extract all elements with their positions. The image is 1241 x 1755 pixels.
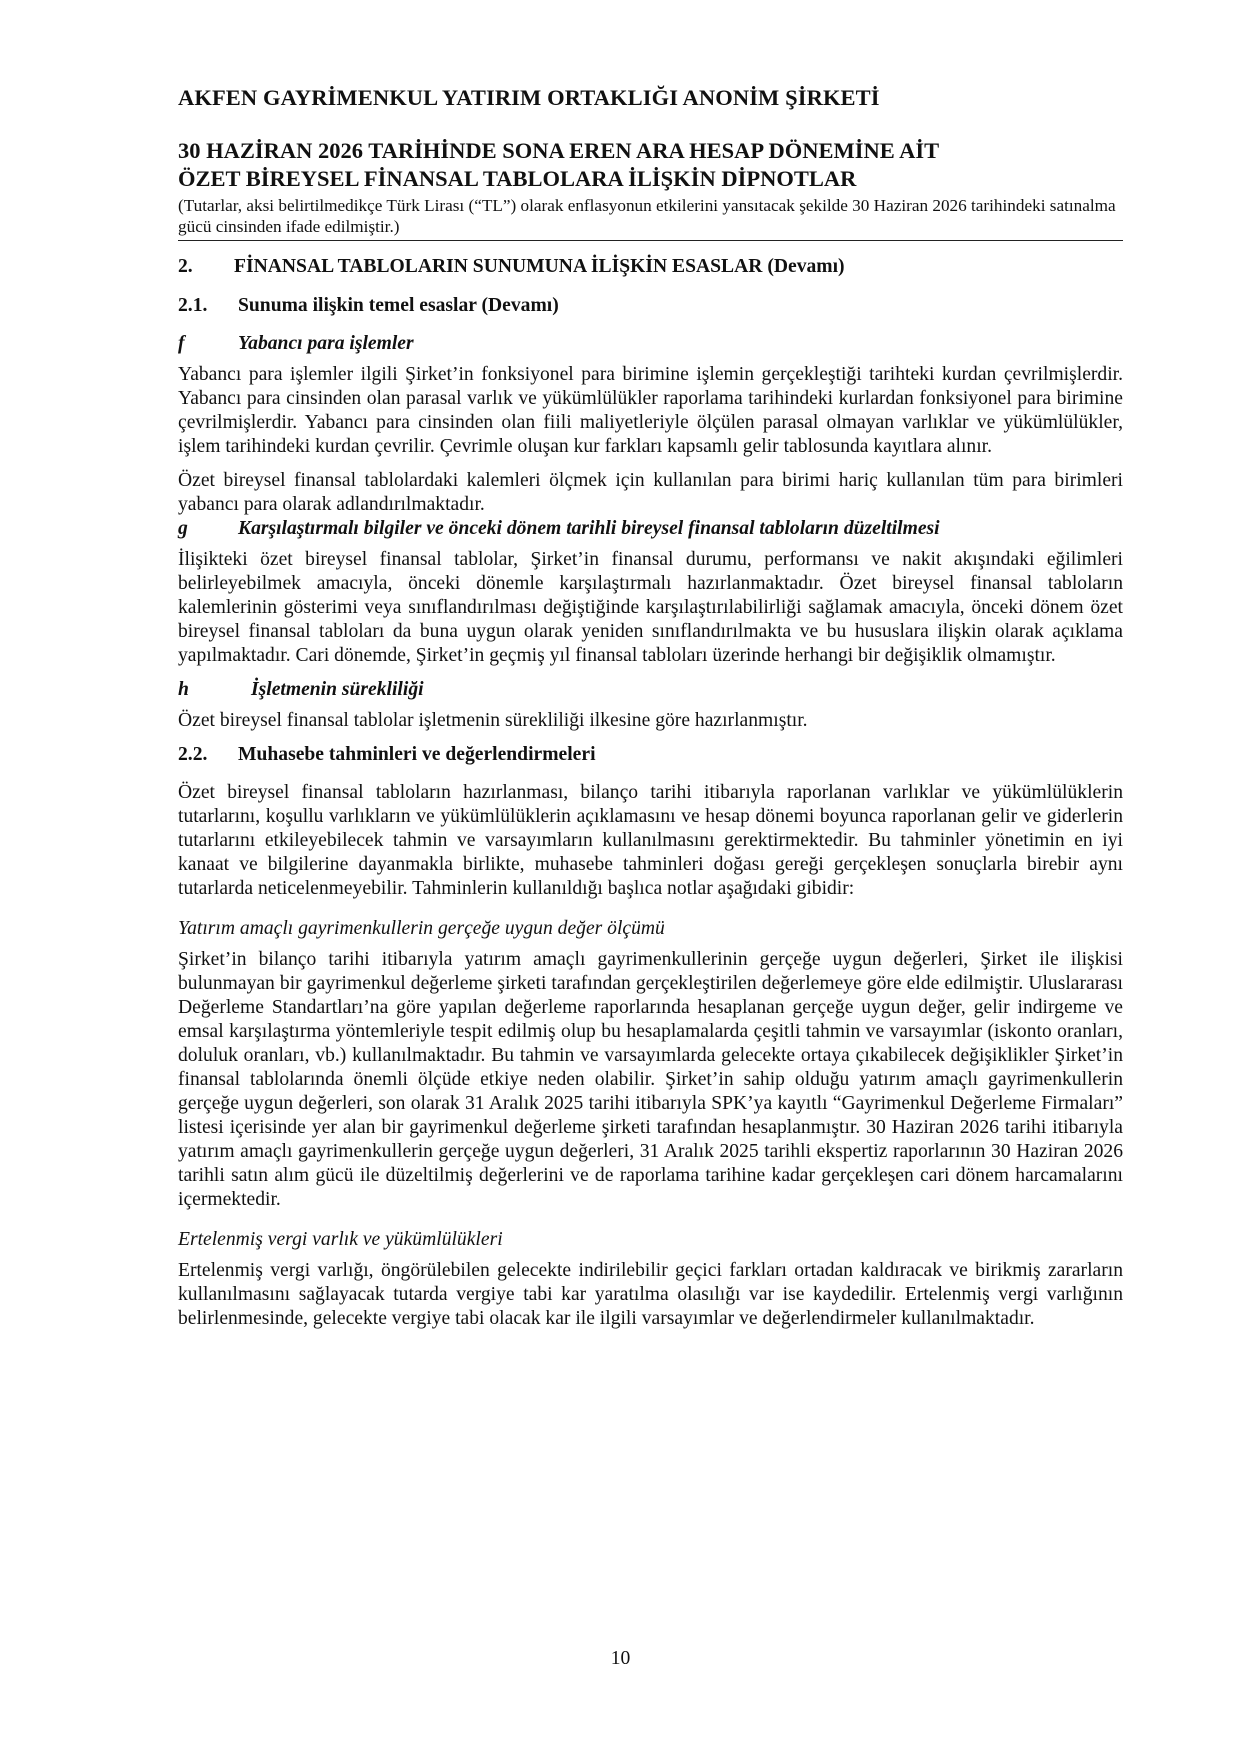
header-divider <box>178 240 1123 241</box>
topic-heading-investment-property: Yatırım amaçlı gayrimenkullerin gerçeğe uygun değer ölçümü <box>178 918 665 939</box>
paragraph: Ertelenmiş vergi varlığı, öngörülebilen gelecekte indirilebilir geçici farkları ortadan kaldıracak ve birikmiş zararların kullanılmasını sağlayacak tutarda vergiye tabi kar yaratılma olasılığı var ise kaydedilir. Ertelenmiş vergi varlığının belirlenmesinde, gelecekte vergiye tabi olacak kar ile ilgili varsayımlar ve değerlendirmeler kullanılmaktadır. <box>178 1260 1123 1329</box>
item-letter: f <box>178 333 185 354</box>
subsection-title: Sunuma ilişkin temel esaslar (Devamı) <box>238 295 559 316</box>
item-heading-f <box>178 332 1123 356</box>
section-number: 2. <box>178 256 193 277</box>
paragraph: Şirket’in bilanço tarihi itibarıyla yatırım amaçlı gayrimenkullerinin gerçeğe uygun değerleri, Şirket ile ilişkisi bulunmayan bir gayrimenkul değerleme şirketi tarafından gerçekleştirilen değerlemeye göre elde edilmiştir. Uluslararası Değerleme Standartları’na göre yapılan değerleme raporlarında hesaplanan gerçeğe uygun değer, gelir indirgeme ve emsal karşılaştırma yöntemleriyle tespit edilmiş olup bu hesaplamalarda çeşitli tahmin ve varsayımlar (iskonto oranları, doluluk oranları, vb.) kullanılmaktadır. Bu tahmin ve varsayımlarda gelecekte ortaya çıkabilecek değişiklikler Şirket’in finansal tablolarında önemli ölçüde etkiye neden olabilir. Şirket’in sahip olduğu yatırım amaçlı gayrimenkullerin gerçeğe uygun değerleri, son olarak 31 Aralık 2025 tarihi itibarıyla SPK’ya kayıtlı “Gayrimenkul Değerleme Firmaları” listesi içerisinde yer alan bir gayrimenkul değerleme şirketi tarafından hesaplanmıştır. 30 Haziran 2026 tarihi itibarıyla yatırım amaçlı gayrimenkullerin gerçeğe uygun değerleri, 31 Aralık 2025 tarihli ekspertiz raporlarının 30 Haziran 2026 tarihli satın alım gücü ile düzeltilmiş değerlerini ve de raporlama tarihine kadar gerçekleşen cari dönem harcamalarını içermektedir. <box>178 949 1123 1210</box>
subsection-heading-2-1 <box>178 294 1123 318</box>
page-number: 10 <box>610 1648 631 1669</box>
item-title: İşletmenin sürekliliği <box>251 679 424 700</box>
item-letter: h <box>178 679 189 700</box>
topic-heading-deferred-tax: Ertelenmiş vergi varlık ve yükümlülükleri <box>178 1229 503 1250</box>
currency-note: (Tutarlar, aksi belirtilmedikçe Türk Lirası (“TL”) olarak enflasyonun etkilerini yansıtacak şekilde 30 Haziran 2026 tarihindeki satınalma gücü cinsinden ifade edilmiştir.) <box>178 196 1116 236</box>
company-name: AKFEN GAYRİMENKUL YATIRIM ORTAKLIĞI ANONİM ŞİRKETİ <box>178 85 880 110</box>
item-heading-g <box>178 517 1123 541</box>
subsection-number: 2.2. <box>178 744 208 765</box>
subsection-number: 2.1. <box>178 295 208 316</box>
item-letter: g <box>178 518 188 539</box>
report-title-line-2: ÖZET BİREYSEL FİNANSAL TABLOLARA İLİŞKİN DİPNOTLAR <box>178 166 857 191</box>
paragraph: Yabancı para işlemler ilgili Şirket’in fonksiyonel para birimine işlemin gerçekleştiği tarihteki kurdan çevrilmişlerdir. Yabancı para cinsinden olan parasal varlık ve yükümlülükler raporlama tarihindeki kurlardan fonksiyonel para birimine çevrilmişlerdir. Yabancı para cinsinden olan fiili maliyetleriyle ölçülen parasal olmayan varlıklar ve yükümlülükler, işlem tarihindeki kurdan çevrilir. Çevrimle oluşan kur farkları kapsamlı gelir tablosunda kayıtlara alınır. <box>178 364 1123 457</box>
section-heading <box>178 255 1123 279</box>
item-title: Karşılaştırmalı bilgiler ve önceki dönem tarihli bireysel finansal tabloların düzeltilmesi <box>238 518 940 539</box>
section-title: FİNANSAL TABLOLARIN SUNUMUNA İLİŞKİN ESASLAR (Devamı) <box>234 256 845 277</box>
paragraph: Özet bireysel finansal tabloların hazırlanması, bilanço tarihi itibarıyla raporlanan varlıklar ve yükümlülüklerin tutarlarını, koşullu varlıkların ve yükümlülüklerin açıklamasını ve hesap dönemi boyunca raporlanan gelir ve giderlerin tutarlarını etkileyebilecek tahmin ve varsayımların kullanılmasını gerektirmektedir. Bu tahminler yönetimin en iyi kanaat ve bilgilerine dayanmakla birlikte, muhasebe tahminleri doğası gereği gerçekleşen sonuçlarla birebir aynı tutarlarda neticelenmeyebilir. Tahminlerin kullanıldığı başlıca notlar aşağıdaki gibidir: <box>178 782 1123 899</box>
item-heading-h <box>178 678 1123 702</box>
item-title: Yabancı para işlemler <box>238 333 414 354</box>
paragraph: Özet bireysel finansal tablolardaki kalemleri ölçmek için kullanılan para birimi hariç kullanılan tüm para birimleri yabancı para olarak adlandırılmaktadır. <box>178 470 1123 515</box>
paragraph: İlişikteki özet bireysel finansal tablolar, Şirket’in finansal durumu, performansı ve nakit akışındaki eğilimleri belirleyebilmek amacıyla, önceki dönemle karşılaştırmalı hazırlanmaktadır. Özet bireysel finansal tabloların kalemlerinin gösterimi veya sınıflandırılması değiştiğinde karşılaştırılabilirliği sağlamak amacıyla, önceki dönem özet bireysel finansal tabloları da buna uygun olarak yeniden sınıflandırılmakta ve bu hususlara ilişkin olarak açıklama yapılmaktadır. Cari dönemde, Şirket’in geçmiş yıl finansal tabloları üzerinde herhangi bir değişiklik olmamıştır. <box>178 549 1123 666</box>
subsection-title: Muhasebe tahminleri ve değerlendirmeleri <box>238 744 596 765</box>
subsection-heading-2-2 <box>178 743 1123 767</box>
paragraph: Özet bireysel finansal tablolar işletmenin sürekliliği ilkesine göre hazırlanmıştır. <box>178 710 808 731</box>
report-title-line-1: 30 HAZİRAN 2026 TARİHİNDE SONA EREN ARA HESAP DÖNEMİNE AİT <box>178 138 940 163</box>
document-page <box>178 86 1123 1341</box>
